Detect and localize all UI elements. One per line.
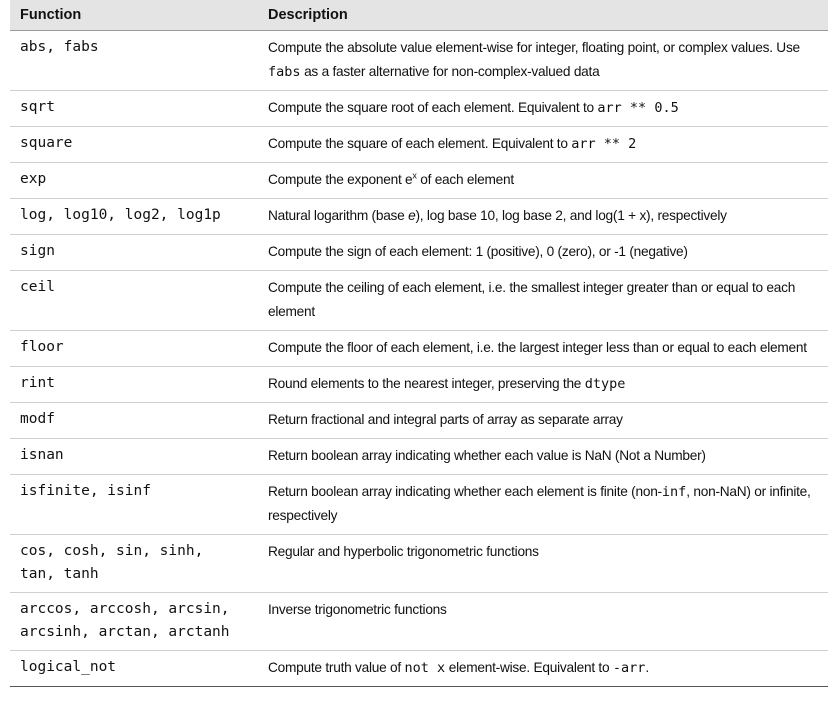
description-cell (258, 235, 828, 271)
description-text: of each element (416, 172, 514, 187)
description-text: . (645, 660, 649, 675)
description-text: Regular and hyperbolic trigonometric functions (268, 544, 539, 559)
description-code: arr ** 0.5 (597, 100, 679, 116)
description-text: Compute the square root of each element. Equivalent to (268, 100, 598, 115)
description-text: Compute the sign of each element: 1 (positive), 0 (zero), or -1 (negative) (268, 244, 688, 259)
function-name-cell (10, 403, 258, 439)
table-row (10, 651, 828, 687)
description-text: Natural logarithm (base (268, 208, 409, 223)
function-name-line: tan, tanh (20, 566, 99, 582)
description-text: Compute truth value of (268, 660, 405, 675)
ufunc-reference-page (10, 0, 828, 687)
description-text: ), log base 10, log base 2, and log(1 + x), respectively (415, 208, 727, 223)
description-text: Inverse trigonometric functions (268, 602, 447, 617)
table-row (10, 535, 828, 593)
function-name-line: abs, fabs (20, 39, 99, 55)
table-row (10, 127, 828, 163)
description-cell (258, 271, 828, 331)
function-name-line: floor (20, 339, 64, 355)
function-name-line: ceil (20, 279, 55, 295)
table-header (10, 0, 828, 31)
description-emphasis: e (408, 208, 416, 223)
table-row (10, 91, 828, 127)
table-row (10, 31, 828, 91)
description-cell (258, 163, 828, 199)
table-row (10, 439, 828, 475)
description-text: Compute the ceiling of each element, i.e. the smallest integer greater than or equal to each element (268, 280, 796, 319)
description-text: Compute the square of each element. Equivalent to (268, 136, 572, 151)
function-name-line: sqrt (20, 99, 55, 115)
function-name-line: logical_not (20, 659, 117, 675)
function-column-header: Function (10, 0, 258, 31)
description-code: inf (661, 484, 687, 500)
function-name-line: log, log10, log2, log1p (20, 207, 221, 223)
description-cell (258, 403, 828, 439)
description-text: as a faster alternative for non-complex-valued data (300, 64, 600, 79)
function-name-line: sign (20, 243, 55, 259)
description-column-header: Description (258, 0, 828, 31)
function-name-cell (10, 235, 258, 271)
description-text: Return fractional and integral parts of array as separate array (268, 412, 623, 427)
function-name-cell (10, 475, 258, 535)
description-cell (258, 127, 828, 163)
description-text: Compute the exponent e (268, 172, 413, 187)
function-name-cell (10, 439, 258, 475)
table-row (10, 235, 828, 271)
function-name-line: modf (20, 411, 55, 427)
description-cell (258, 535, 828, 593)
function-name-line: isfinite, isinf (20, 483, 151, 499)
table-row (10, 271, 828, 331)
unary-ufunc-table (10, 0, 828, 687)
function-name-cell (10, 367, 258, 403)
description-code: dtype (584, 376, 626, 392)
function-name-cell (10, 127, 258, 163)
description-text: Compute the absolute value element-wise for integer, floating point, or complex values. Use (268, 40, 800, 55)
function-name-cell (10, 199, 258, 235)
description-cell (258, 331, 828, 367)
description-cell (258, 593, 828, 651)
function-name-line: exp (20, 171, 47, 187)
function-name-cell (10, 331, 258, 367)
function-name-cell (10, 535, 258, 593)
table-row (10, 163, 828, 199)
function-name-cell (10, 31, 258, 91)
table-row (10, 331, 828, 367)
function-name-line: square (20, 135, 73, 151)
function-name-line: isnan (20, 447, 64, 463)
function-name-line: arccos, arccosh, arcsin, (20, 601, 230, 617)
function-name-cell (10, 91, 258, 127)
description-code: arr ** 2 (571, 136, 637, 152)
description-code: -arr (612, 660, 646, 676)
description-text: Round elements to the nearest integer, preserving the (268, 376, 585, 391)
header-row (10, 0, 828, 31)
table-body (10, 31, 828, 687)
function-name-line: rint (20, 375, 55, 391)
table-row (10, 367, 828, 403)
description-cell (258, 199, 828, 235)
description-text: Compute the floor of each element, i.e. the largest integer less than or equal to each element (268, 340, 807, 355)
description-cell (258, 651, 828, 687)
description-cell (258, 367, 828, 403)
description-cell (258, 31, 828, 91)
table-row (10, 593, 828, 651)
description-cell (258, 475, 828, 535)
description-code: fabs (268, 64, 301, 80)
description-text: Return boolean array indicating whether each element is finite (non- (268, 484, 662, 499)
function-name-cell (10, 271, 258, 331)
function-name-cell (10, 163, 258, 199)
table-row (10, 199, 828, 235)
description-text: , non-NaN) or infinite, respectively (268, 484, 811, 523)
description-text: element-wise. Equivalent to (445, 660, 613, 675)
description-code: not x (404, 660, 446, 676)
function-name-line: cos, cosh, sin, sinh, (20, 543, 204, 559)
table-row (10, 475, 828, 535)
function-name-cell (10, 651, 258, 687)
function-name-line: arcsinh, arctan, arctanh (20, 624, 230, 640)
function-name-cell (10, 593, 258, 651)
description-text: Return boolean array indicating whether each value is NaN (Not a Number) (268, 448, 706, 463)
description-superscript: x (412, 170, 417, 181)
description-cell (258, 91, 828, 127)
table-row (10, 403, 828, 439)
description-cell (258, 439, 828, 475)
